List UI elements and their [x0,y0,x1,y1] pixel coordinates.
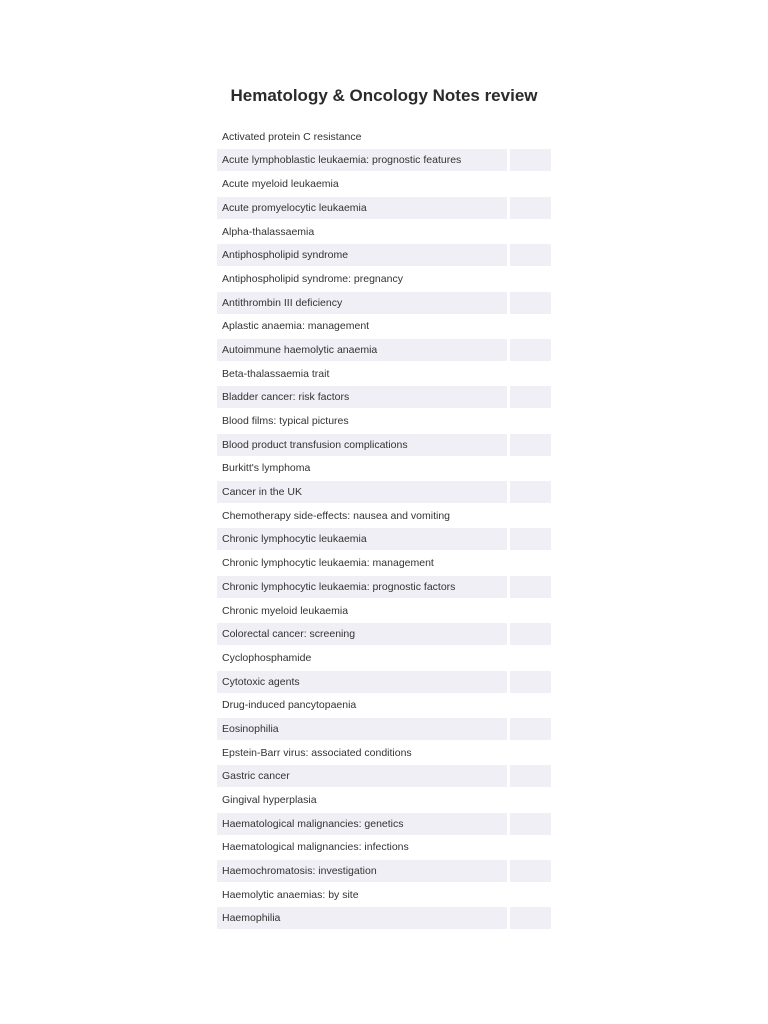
table-row[interactable] [217,172,551,196]
topic-cell[interactable]: Haematological malignancies: genetics [217,813,507,835]
topics-table [217,125,551,930]
empty-cell [510,363,551,385]
topic-cell[interactable]: Antithrombin III deficiency [217,292,507,314]
topic-cell[interactable]: Cytotoxic agents [217,671,507,693]
empty-cell [510,268,551,290]
topic-cell[interactable]: Colorectal cancer: screening [217,623,507,645]
empty-cell [510,907,551,929]
topic-cell[interactable]: Acute lymphoblastic leukaemia: prognostic features [217,149,507,171]
empty-cell [510,386,551,408]
table-row[interactable] [217,599,551,623]
topic-cell[interactable]: Haemophilia [217,907,507,929]
topic-cell[interactable]: Haematological malignancies: infections [222,841,409,854]
table-row[interactable] [217,575,551,599]
topic-cell[interactable]: Alpha-thalassaemia [222,225,315,238]
empty-cell [510,884,551,906]
topic-cell[interactable]: Haemolytic anaemias: by site [222,888,359,901]
empty-cell [510,244,551,266]
empty-cell [510,149,551,171]
topic-cell[interactable]: Chronic myeloid leukaemia [222,604,349,617]
empty-cell [510,126,551,148]
table-row[interactable] [217,386,551,410]
table-row[interactable] [217,480,551,504]
topic-cell[interactable]: Chronic lymphocytic leukaemia: management [222,557,434,570]
empty-cell [510,718,551,740]
table-row[interactable] [217,836,551,860]
topic-cell[interactable]: Chemotherapy side-effects: nausea and vomiting [222,509,451,522]
table-row[interactable] [217,433,551,457]
table-row[interactable] [217,243,551,267]
table-row[interactable] [217,670,551,694]
topic-cell[interactable]: Aplastic anaemia: management [222,320,370,333]
empty-cell [510,552,551,574]
empty-cell [510,173,551,195]
table-row[interactable] [217,504,551,528]
empty-cell [510,315,551,337]
table-row[interactable] [217,149,551,173]
topic-cell[interactable]: Gastric cancer [217,765,507,787]
table-row[interactable] [217,646,551,670]
topic-cell[interactable]: Antiphospholipid syndrome [217,244,507,266]
topic-cell[interactable]: Cancer in the UK [217,481,507,503]
empty-cell [510,505,551,527]
topic-cell[interactable]: Drug-induced pancytopaenia [222,699,357,712]
empty-cell [510,742,551,764]
empty-cell [510,600,551,622]
table-row[interactable] [217,457,551,481]
table-row[interactable] [217,883,551,907]
table-row[interactable] [217,551,551,575]
empty-cell [510,647,551,669]
table-row[interactable] [217,741,551,765]
table-row[interactable] [217,196,551,220]
table-row[interactable] [217,907,551,931]
table-row[interactable] [217,765,551,789]
empty-cell [510,481,551,503]
empty-cell [510,836,551,858]
empty-cell [510,576,551,598]
topic-cell[interactable]: Autoimmune haemolytic anaemia [217,339,507,361]
topic-cell[interactable]: Chronic lymphocytic leukaemia: prognostic factors [217,576,507,598]
table-row[interactable] [217,694,551,718]
topic-cell[interactable]: Acute myeloid leukaemia [222,178,339,191]
empty-cell [510,789,551,811]
table-row[interactable] [217,622,551,646]
page-title: Hematology & Oncology Notes review [230,86,538,105]
table-row[interactable] [217,788,551,812]
empty-cell [510,765,551,787]
topic-cell[interactable]: Chronic lymphocytic leukaemia [217,528,507,550]
topic-cell[interactable]: Blood product transfusion complications [217,434,507,456]
empty-cell [510,292,551,314]
topic-cell[interactable]: Burkitt's lymphoma [222,462,311,475]
empty-cell [510,339,551,361]
table-row[interactable] [217,125,551,149]
table-row[interactable] [217,717,551,741]
topic-cell[interactable]: Cyclophosphamide [222,651,312,664]
table-row[interactable] [217,528,551,552]
topic-cell[interactable]: Acute promyelocytic leukaemia [217,197,507,219]
table-row[interactable] [217,859,551,883]
topic-cell[interactable]: Bladder cancer: risk factors [217,386,507,408]
topic-cell[interactable]: Activated protein C resistance [222,130,362,143]
empty-cell [510,434,551,456]
table-row[interactable] [217,291,551,315]
empty-cell [510,671,551,693]
table-row[interactable] [217,409,551,433]
table-row[interactable] [217,315,551,339]
empty-cell [510,410,551,432]
table-row[interactable] [217,267,551,291]
topic-cell[interactable]: Beta-thalassaemia trait [222,367,330,380]
empty-cell [510,623,551,645]
table-row[interactable] [217,362,551,386]
topic-cell[interactable]: Gingival hyperplasia [222,794,317,807]
topic-cell[interactable]: Eosinophilia [217,718,507,740]
empty-cell [510,694,551,716]
empty-cell [510,457,551,479]
table-row[interactable] [217,812,551,836]
topic-cell[interactable]: Blood films: typical pictures [222,415,349,428]
topic-cell[interactable]: Haemochromatosis: investigation [217,860,507,882]
empty-cell [510,221,551,243]
table-row[interactable] [217,338,551,362]
topic-cell[interactable]: Epstein-Barr virus: associated conditions [222,746,412,759]
empty-cell [510,528,551,550]
topic-cell[interactable]: Antiphospholipid syndrome: pregnancy [222,272,403,285]
table-row[interactable] [217,220,551,244]
empty-cell [510,860,551,882]
empty-cell [510,813,551,835]
empty-cell [510,197,551,219]
